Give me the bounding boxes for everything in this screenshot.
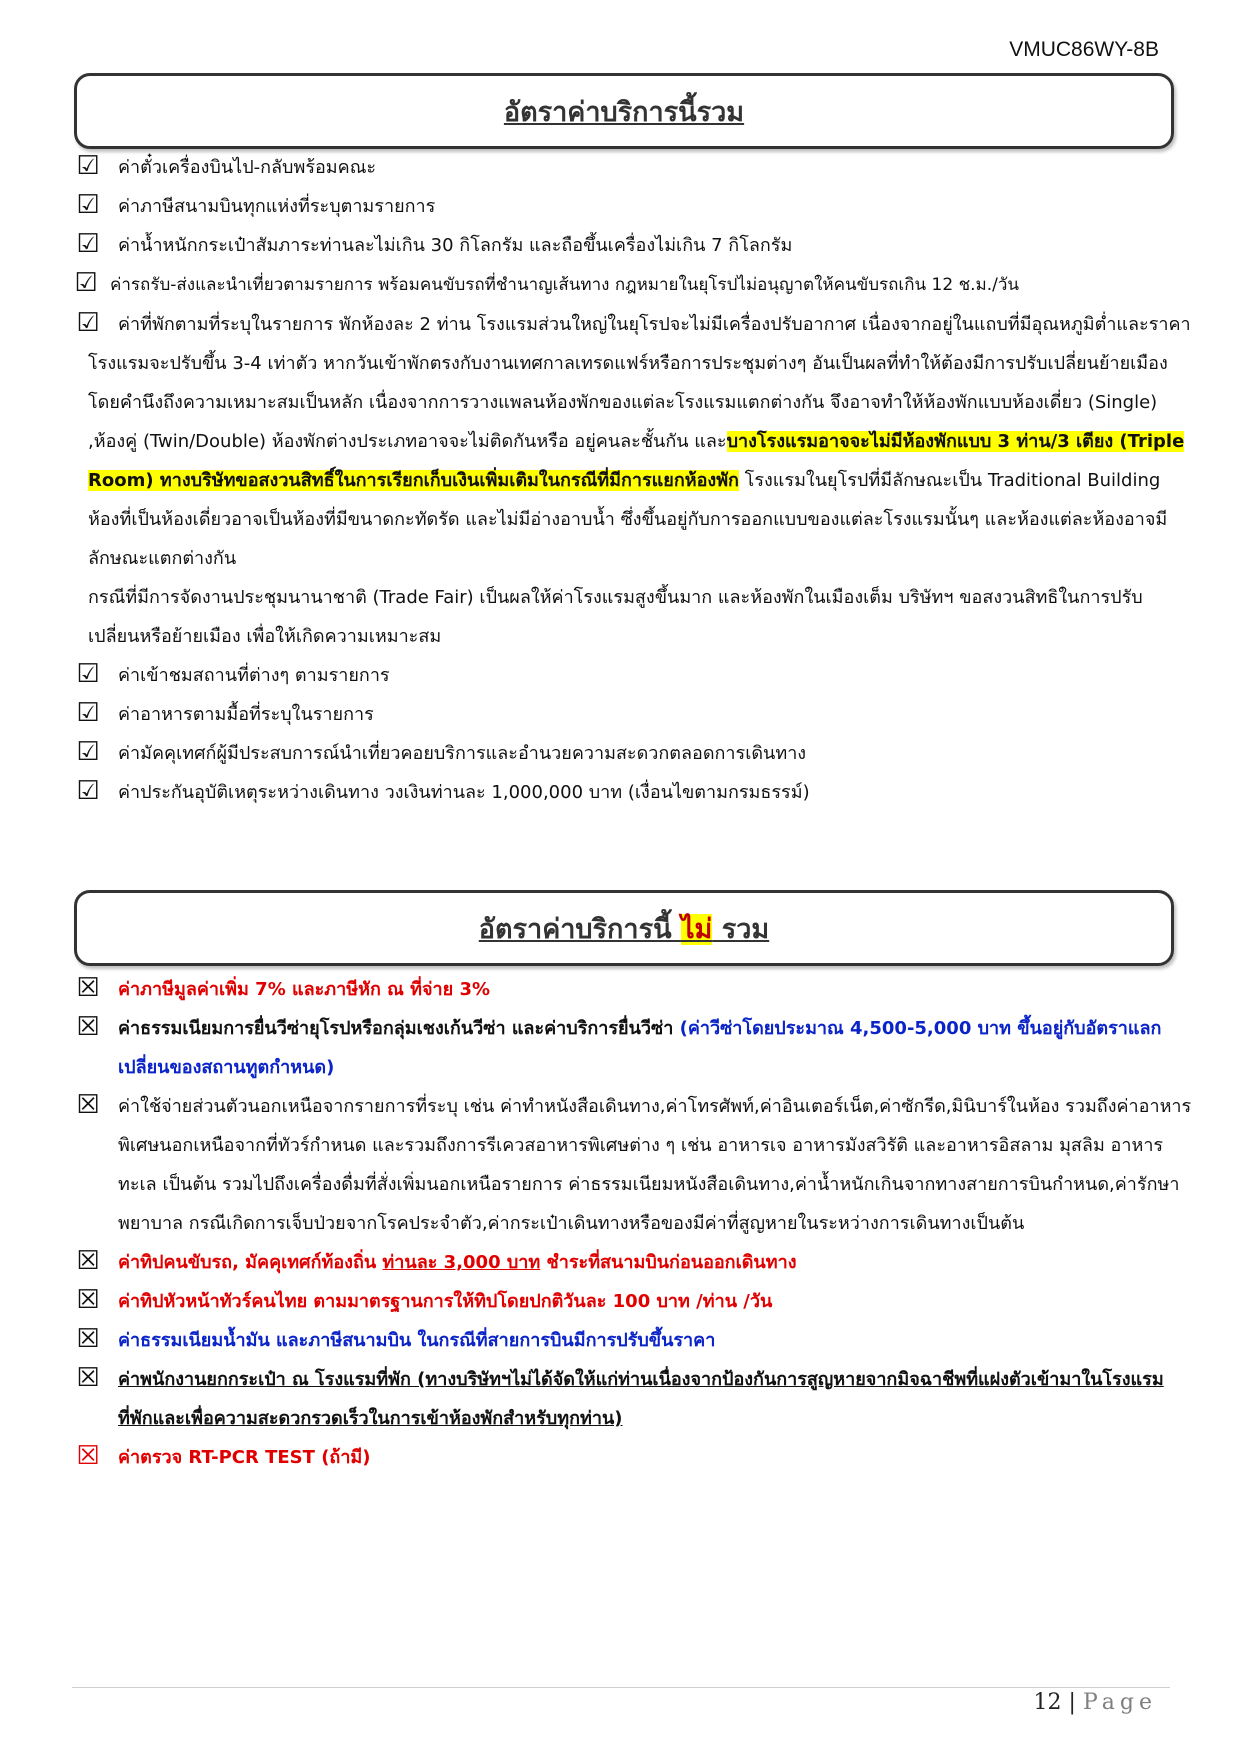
excluded-heading (479, 907, 769, 950)
included-heading-box (74, 73, 1174, 149)
excluded-heading-part1: อัตราค่าบริการนี้ (478, 913, 681, 945)
list-item (74, 1321, 1194, 1360)
hotel-highlight: บางโรงแรมอาจจะไม่มีห้องพักแบบ 3 ท่าน/3 เตียง (Triple Room) ทางบริษัทขอสงวนสิทธิ์ในการเรียกเก็บเงินเพิ่มเติมในกรณีที่มีการแยกห้องพัก (88, 431, 1185, 491)
trade-fair-note: กรณีที่มีการจัดงานประชุมนานาชาติ (Trade Fair) เป็นผลให้ค่าโรงแรมสูงขึ้นมาก และห้องพักในเมืองเต็ม บริษัทฯ ขอสงวนสิทธิในการปรับเปลี่ยนหรือย้ายเมือง เพื่อให้เกิดความเหมาะสม (88, 587, 1143, 647)
excluded-heading-box (74, 890, 1174, 966)
list-item (74, 970, 1194, 1009)
list-item (74, 1360, 1194, 1438)
list-item (74, 734, 1194, 773)
checked-box-icon: ☑ (76, 737, 100, 767)
checked-box-icon: ☑ (74, 268, 98, 298)
crossed-box-icon: ☒ (76, 973, 100, 1003)
crossed-box-icon: ☒ (76, 1324, 100, 1354)
included-list (74, 148, 1194, 812)
checked-box-icon: ☑ (76, 659, 100, 689)
list-item (74, 1087, 1194, 1243)
list-item (74, 148, 1194, 187)
checked-box-icon: ☑ (76, 776, 100, 806)
item-text: ค่าธรรมเนียมการยื่นวีซ่ายุโรปหรือกลุ่มเชงเก้นวีซ่า และค่าบริการยื่นวีซ่า (118, 1018, 680, 1039)
list-item (74, 1282, 1194, 1321)
item-text (118, 1252, 797, 1273)
list-item (74, 1438, 1194, 1477)
list-item (74, 1009, 1194, 1087)
item-text: ค่าธรรมเนียมน้ำมัน และภาษีสนามบิน ในกรณีที่สายการบินมีการปรับขึ้นราคา (118, 1330, 716, 1351)
checked-box-icon: ☑ (76, 308, 100, 338)
item-text: ค่าตรวจ RT-PCR TEST (ถ้ามี) (118, 1447, 371, 1468)
crossed-box-icon: ☒ (76, 1246, 100, 1276)
page-number: 12 (1033, 1690, 1062, 1715)
checked-box-icon: ☑ (76, 190, 100, 220)
hotel-item (74, 305, 1194, 578)
checked-box-icon: ☑ (76, 698, 100, 728)
hotel-text: ค่าที่พักตามที่ระบุในรายการ พักห้องละ 2 ท่าน โรงแรมส่วนใหญ่ในยุโรปจะไม่มีเครื่องปรับอากาศ เนื่องจากอยู่ในแถบที่มีอุณหภูมิต่ำและราคาโรงแรมจะปรับขึ้น 3-4 เท่าตัว หากวันเข้าพักตรงกับงานเทศกาลเทรดแฟร์หรือการประชุมต่างๆ อันเป็นผลที่ทำให้ต้องมีการปรับเปลี่ยนย้ายเมือง โดยคำนึงถึงความเหมาะสมเป็นหลัก เนื่องจากการวางแพลนห้องพักของแต่ละโรงแรมแตกต่างกัน จึงอาจทำให้ห้องพักแบบห้องเดี่ยว (Single) ,ห้องคู่ (Twin/Double) ห้องพักต่างประเภทอาจจะไม่ติดกันหรือ อยู่คนละชั้นกัน และ (88, 314, 1191, 452)
page-label: Page (1082, 1690, 1157, 1715)
crossed-box-icon: ☒ (76, 1441, 100, 1471)
excluded-heading-part2: รวม (712, 913, 770, 945)
included-heading: อัตราค่าบริการนี้รวม (503, 96, 745, 128)
item-text: ค่าตั๋วเครื่องบินไป-กลับพร้อมคณะ (118, 157, 377, 178)
list-item (74, 226, 1194, 265)
item-text: ค่าอาหารตามมื้อที่ระบุในรายการ (118, 704, 374, 725)
tip-driver-amount: ท่านละ 3,000 บาท (382, 1252, 541, 1273)
item-text: ค่าใช้จ่ายส่วนตัวนอกเหนือจากรายการที่ระบุ เช่น ค่าทำหนังสือเดินทาง,ค่าโทรศัพท์,ค่าอินเตอร์เน็ต,ค่าซักรีด,มินิบาร์ในห้อง รวมถึงค่าอาหารพิเศษนอกเหนือจากที่ทัวร์กำหนด และรวมถึงการรีเควสอาหารพิเศษต่าง ๆ เช่น อาหารเจ อาหารมังสวิรัติ และอาหารอิสลาม มุสลิม อาหารทะเล เป็นต้น รวมไปถึงเครื่องดื่มที่สั่งเพิ่มนอกเหนือรายการ ค่าธรรมเนียมหนังสือเดินทาง,ค่าน้ำหนักเกินจากทางสายการบินกำหนด,ค่ารักษาพยาบาล กรณีเกิดการเจ็บป่วยจากโรคประจำตัว,ค่ากระเป๋าเดินทางหรือของมีค่าที่สูญหายในระหว่างการเดินทางเป็นต้น (118, 1096, 1192, 1234)
footer-divider (72, 1687, 1170, 1688)
hotel-text-continued: โรงแรมในยุโรปที่มีลักษณะเป็น Traditional Building ห้องที่เป็นห้องเดี่ยวอาจเป็นห้องที่มีขนาดกะทัดรัด และไม่มีอ่างอาบน้ำ ซึ่งขึ้นอยู่กับการออกแบบของแต่ละโรงแรมนั้นๆ และห้องแต่ละห้องอาจมีลักษณะแตกต่างกัน (88, 470, 1168, 569)
list-item (74, 187, 1194, 226)
crossed-box-icon: ☒ (76, 1285, 100, 1315)
item-text: ค่าน้ำหนักกระเป๋าสัมภาระท่านละไม่เกิน 30 กิโลกรัม และถือขึ้นเครื่องไม่เกิน 7 กิโลกรัม (118, 235, 793, 256)
checked-box-icon: ☑ (76, 151, 100, 181)
item-text: ค่ารถรับ-ส่งและนำเที่ยวตามรายการ พร้อมคนขับรถที่ชำนาญเส้นทาง กฎหมายในยุโรปไม่อนุญาตให้คนขับรถเกิน 12 ช.ม./วัน (110, 275, 1020, 295)
item-text: ค่ามัคคุเทศก์ผู้มีประสบการณ์นำเที่ยวคอยบริการและอำนวยความสะดวกตลอดการเดินทาง (118, 743, 807, 764)
item-text: ค่าประกันอุบัติเหตุระหว่างเดินทาง วงเงินท่านละ 1,000,000 บาท (เงื่อนไขตามกรมธรรม์) (118, 782, 810, 803)
item-text: ค่าเข้าชมสถานที่ต่างๆ ตามรายการ (118, 665, 390, 686)
footer-separator: | (1061, 1690, 1083, 1715)
item-text: ค่าภาษีสนามบินทุกแห่งที่ระบุตามรายการ (118, 196, 436, 217)
list-item (74, 265, 1194, 305)
excluded-list (74, 970, 1194, 1477)
page-footer (1034, 1690, 1157, 1715)
item-text: ค่าพนักงานยกกระเป๋า ณ โรงแรมที่พัก (ทางบริษัทฯไม่ได้จัดให้แก่ท่านเนื่องจากป้องกันการสูญหายจากมิจฉาชีพที่แฝงตัวเข้ามาในโรงแรมที่พักและเพื่อความสะดวกรวดเร็วในการเข้าห้องพักสำหรับทุกท่าน) (118, 1369, 1164, 1429)
item-text: ค่าภาษีมูลค่าเพิ่ม 7% และภาษีหัก ณ ที่จ่าย 3% (118, 979, 491, 1000)
crossed-box-icon: ☒ (76, 1363, 100, 1393)
item-text: ค่าทิปหัวหน้าทัวร์คนไทย ตามมาตรฐานการให้ทิปโดยปกติวันละ 100 บาท /ท่าน /วัน (118, 1291, 773, 1312)
list-item (74, 1243, 1194, 1282)
crossed-box-icon: ☒ (76, 1090, 100, 1120)
list-item (74, 695, 1194, 734)
visa-note: (ค่าวีซ่าโดยประมาณ 4,500-5,000 บาท ขึ้นอยู่กับอัตราแลกเปลี่ยนของสถานทูตกำหนด) (118, 1018, 1162, 1078)
excluded-heading-highlight: ไม่ (680, 913, 713, 945)
tip-driver-text-end: ชำระที่สนามบินก่อนออกเดินทาง (540, 1252, 797, 1273)
tip-driver-text: ค่าทิปคนขับรถ, มัคคุเทศก์ท้องถิ่น (118, 1252, 383, 1273)
document-code: VMUC86WY-8B (1009, 38, 1159, 61)
list-item (74, 773, 1194, 812)
checked-box-icon: ☑ (76, 229, 100, 259)
crossed-box-icon: ☒ (76, 1012, 100, 1042)
list-item (74, 656, 1194, 695)
